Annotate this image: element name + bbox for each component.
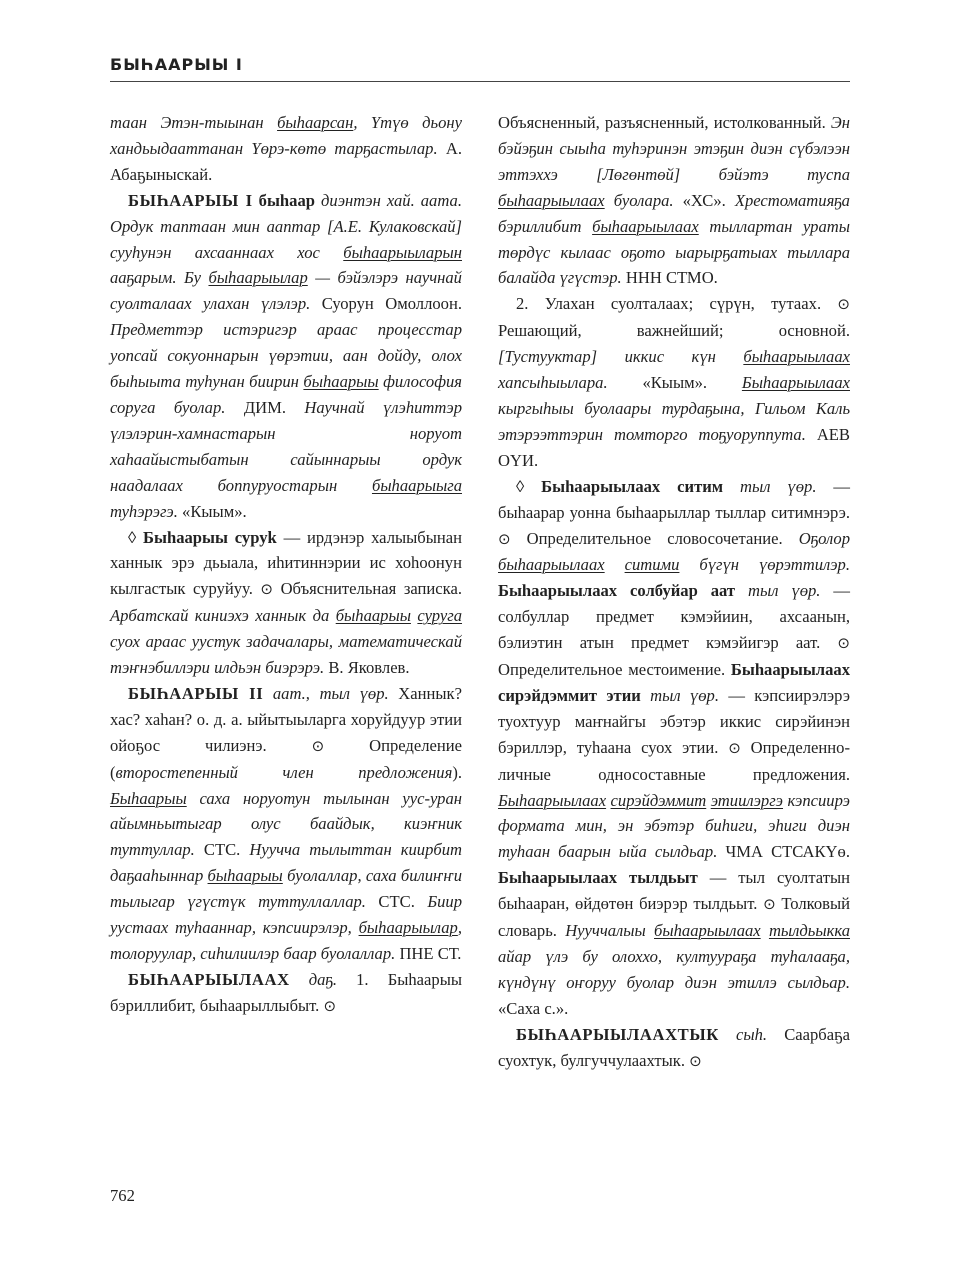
bold-term: Быһаарыылаах ситим bbox=[541, 476, 724, 496]
circled-dot-icon: ⊙ bbox=[837, 295, 850, 314]
italic-text: диэнтэн хай. аата. Ордук таптаан мин ааптар [А.Е. Кулаковскай] сууһунэн ахсааннаах хос bbox=[110, 190, 462, 262]
italic-text: кэпсиирэ формата мин, эн эбэтэр биһиги, эһиги диэн туһаан баарын ыйа сылдьар. bbox=[498, 790, 850, 862]
underlined-example: Быһаарыылаах bbox=[498, 790, 607, 810]
text-run: «ХС». bbox=[673, 190, 735, 210]
italic-text: Предметтэр истэригэр араас процесстар уопсай сокуоннарын үөрэтии, аан дойду, олох быһыыта туһунан биирин bbox=[110, 320, 462, 392]
italic-text: кыргыһыы буолаары турдаҕына, Гильом Каль этэрээттэрин томторго тоҕуоруппута. bbox=[498, 398, 850, 444]
circled-dot-icon: ⊙ bbox=[260, 580, 273, 599]
underlined-example: Быһаарыы bbox=[110, 788, 187, 808]
circled-dot-icon: ⊙ bbox=[498, 529, 511, 548]
text-run: Определение ( bbox=[110, 735, 462, 782]
text-run: «Саха с.». bbox=[498, 998, 569, 1018]
circled-dot-icon: ⊙ bbox=[689, 1051, 702, 1070]
entry-paragraph bbox=[498, 474, 850, 1022]
underlined-example: быһаарыыларын bbox=[343, 242, 462, 262]
underlined-example: быһаарыылар bbox=[358, 918, 458, 938]
text-run: ЧМА СТСАКҮө. bbox=[717, 842, 850, 862]
italic-text: аат., тыл үөр. bbox=[263, 683, 389, 703]
entry-paragraph bbox=[110, 967, 462, 1020]
bold-term: Быһаарыылаах солбуйар аат bbox=[498, 581, 736, 601]
underlined-example: этиилэргэ bbox=[710, 790, 784, 810]
italic-text: суох араас уустук задачалары, математическай тэҥнэбиллэри илдьэн биэрэрэ. bbox=[110, 632, 462, 678]
italic-text: Нууччалыы bbox=[565, 921, 655, 941]
circled-dot-icon: ⊙ bbox=[763, 895, 776, 914]
underlined-example: тылдьыкка bbox=[768, 921, 850, 941]
italic-text: айар үлэ бу олоххо, култуураҕа туһалааҕа, күндүнү оҥоруу буолар диэн этиллэ сылдьар. bbox=[498, 947, 850, 992]
bold-term: быһаар bbox=[252, 190, 315, 210]
underlined-example: сирэйдэммит bbox=[610, 790, 707, 810]
italic-text: тыл үөр. bbox=[640, 685, 719, 705]
entry-paragraph bbox=[110, 188, 462, 525]
italic-text: буолара. bbox=[604, 190, 674, 210]
bold-term: Быһаарыылаах сирэйдэммит этии bbox=[498, 660, 850, 705]
italic-text: тыл үөр. bbox=[723, 476, 817, 496]
italic-text: Хрестоматияҕа бэриллибит bbox=[498, 190, 850, 236]
text-run: СТС. bbox=[194, 840, 250, 860]
running-head bbox=[110, 55, 850, 82]
text-run: Объясненный, разъясненный, истолкованный. bbox=[498, 113, 831, 132]
text-run: 2. Улахан суолталаах; сүрүн, тутаах. bbox=[516, 294, 838, 314]
headword: БЫҺААРЫЫЛААХТЫК bbox=[516, 1024, 719, 1044]
underlined-example: ситими bbox=[624, 555, 680, 575]
underlined-example: быһаарыы bbox=[303, 372, 379, 392]
text-run: СТС. bbox=[365, 892, 428, 912]
text-run: Суорун Омоллоон. bbox=[310, 294, 462, 314]
text-run: АЕВ ОҮИ. bbox=[498, 424, 851, 470]
bold-term: Быһаарыылаах тылдьыт bbox=[498, 868, 698, 888]
underlined-example: быһаарыылаах bbox=[498, 190, 605, 210]
italic-text: Арбатскай киниэхэ ханнык да bbox=[110, 606, 336, 626]
headword: БЫҺААРЫЫЛААХ bbox=[128, 969, 290, 989]
italic-text: таан Этэн-тыынан bbox=[110, 113, 278, 132]
text-run: Решающий, важнейший; основной. bbox=[498, 321, 850, 341]
text-run: ◊ bbox=[516, 476, 542, 496]
text-run: Определительное словосочетание. bbox=[510, 528, 799, 548]
text-run: — солбуллар предмет кэмэйиин, ахсаанын, бэлиэтин атын предмет кэмэйигэр аат. bbox=[498, 581, 850, 653]
text-run: А. Абаҕыныскай. bbox=[110, 138, 463, 184]
underlined-example: быһаарыылаах bbox=[654, 921, 761, 941]
italic-text bbox=[761, 921, 769, 940]
underlined-example: быһаарыылаах bbox=[592, 216, 699, 236]
page-number: 762 bbox=[110, 1186, 135, 1205]
text-run: Толковый словарь. bbox=[498, 894, 850, 941]
text-run: Определительное местоимение. bbox=[498, 660, 731, 680]
text-run: ДИМ. bbox=[225, 397, 305, 417]
underlined-example: быһаарыы bbox=[207, 866, 283, 886]
circled-dot-icon: ⊙ bbox=[323, 996, 337, 1015]
entry-paragraph bbox=[110, 681, 462, 967]
italic-text: Оҕолор bbox=[798, 528, 850, 548]
underlined-example: быһаарыыга bbox=[371, 475, 462, 495]
italic-text: буолаллар, саха билиҥҥи тылыгар үгүстүк туттуллаллар. bbox=[110, 866, 462, 912]
text-run: ПНЕ СТ. bbox=[395, 944, 462, 963]
text-run: 1. Быһаарыы бэриллибит, быһаарыллыбыт. bbox=[110, 969, 462, 1015]
text-run: ННН СТМО. bbox=[621, 268, 718, 288]
italic-text: хапсыһыылара. bbox=[498, 373, 608, 393]
italic-text: ааҕарым. Бу bbox=[110, 268, 209, 288]
italic-text: даҕ. bbox=[289, 969, 337, 989]
circled-dot-icon: ⊙ bbox=[728, 738, 741, 757]
entry-paragraph bbox=[498, 110, 850, 291]
italic-text: , толоруулар, сиһилиилэр баар буолаллар. bbox=[110, 918, 462, 963]
entry-paragraph bbox=[498, 291, 850, 473]
italic-text: философия соруга буолар. bbox=[110, 372, 462, 417]
circled-dot-icon: ⊙ bbox=[837, 634, 850, 653]
italic-text bbox=[605, 555, 625, 574]
text-run: ◊ bbox=[128, 527, 144, 547]
italic-text: — бэйэлэрэ научнай суолталаах улахан үлэлэр. bbox=[110, 268, 462, 314]
text-run: — тыл суолтатын быһааран, өйдөтөн биэрэр тылдьыт. bbox=[498, 868, 851, 914]
text-run: Объяснительная записка. bbox=[273, 579, 462, 599]
italic-text: саха норуотун тылынан уус-уран айымньытыгар олус баайдык, киэҥник туттуллар. bbox=[110, 788, 462, 860]
underlined-example: быһаарсан bbox=[277, 113, 354, 132]
underlined-example: Быһаарыылаах bbox=[741, 373, 850, 393]
bold-term: Быһаарыы суруk bbox=[143, 527, 277, 547]
text-run: «Кыым». bbox=[607, 373, 742, 393]
headword: БЫҺААРЫЫ I bbox=[128, 190, 253, 210]
text-run: — кэпсиирэлэрэ туохтуур маҥнайгы эбэтэр иккис сирэйинэн бэриллэр, туһаана суох этии. bbox=[498, 685, 850, 757]
italic-text: сыһ. bbox=[718, 1024, 768, 1044]
text-run: — быһаарар уонна быһаарыллар тыллар ситимнэрэ. bbox=[498, 476, 850, 522]
italic-text: бүгүн үөрэттилэр. bbox=[679, 555, 850, 575]
running-head-title: БЫҺААРЫЫ I bbox=[110, 55, 243, 74]
underlined-example: быһаарыылар bbox=[208, 268, 308, 288]
underlined-example: быһаарыы bbox=[335, 606, 411, 626]
entry-paragraph bbox=[110, 525, 462, 681]
italic-text: Биир уустаах туһааннар, кэпсиирэлэр, bbox=[110, 892, 462, 938]
text-run: — ирдэнэр халыыбынан ханнык эрэ дьыала, иһитиннэрии ис хоһоонун кылгастык суруйуу. bbox=[110, 527, 462, 599]
italic-text: второстепенный член предложения bbox=[115, 762, 453, 782]
left-column bbox=[110, 110, 462, 1020]
italic-text: тыллартан ураты төрдүс кылаас оҕото ыарырҕатыах тыллара балайда үгүстэр. bbox=[498, 216, 850, 288]
italic-text: Эн бэйэҕин сыыһа туһэринэн этэҕин диэн сүбэлээн эттэххэ [Лөгөнтөй] бэйэтэ туспа bbox=[498, 113, 850, 184]
headword: БЫҺААРЫЫ II bbox=[128, 683, 264, 703]
right-column bbox=[498, 110, 850, 1075]
italic-text: туһэрэгэ. bbox=[110, 501, 178, 521]
entry-paragraph bbox=[498, 1022, 850, 1075]
underlined-example: быһаарыылаах bbox=[498, 555, 605, 575]
text-run: ). bbox=[452, 762, 462, 782]
text-run: Определенно-личные односоставные предложения. bbox=[498, 737, 850, 784]
underlined-example: быһаарыылаах bbox=[743, 347, 850, 367]
circled-dot-icon: ⊙ bbox=[311, 736, 325, 755]
text-run: Саарбаҕа суохтук, булгуччулаахтык. bbox=[498, 1024, 851, 1070]
italic-text: , Үтүө дьону хандьыдааттанан Үөрэ-көтө тарҕастылар. bbox=[110, 113, 463, 158]
entry-paragraph bbox=[110, 110, 462, 188]
text-run: Ханнык? хас? хаһан? о. д. а. ыйытыыларга хоруйдуур этии ойоҕос чилиэнэ. bbox=[110, 683, 462, 755]
italic-text: Нуучча тылыттан киирбит даҕааһыннар bbox=[110, 840, 463, 886]
italic-text: Научнай үлэһиттэр үлэлэрин-хамнастарын норуот хаһаайыстыбатын сайыннарыы ордук наадалаах боппуруостарын bbox=[110, 397, 463, 495]
text-run: В. Яковлев. bbox=[324, 658, 410, 678]
italic-text: тыл үөр. bbox=[735, 581, 821, 601]
text-run: «Кыым». bbox=[177, 501, 247, 521]
italic-text: [Тустууктар] иккис күн bbox=[498, 347, 744, 367]
underlined-example: суруга bbox=[417, 606, 463, 626]
